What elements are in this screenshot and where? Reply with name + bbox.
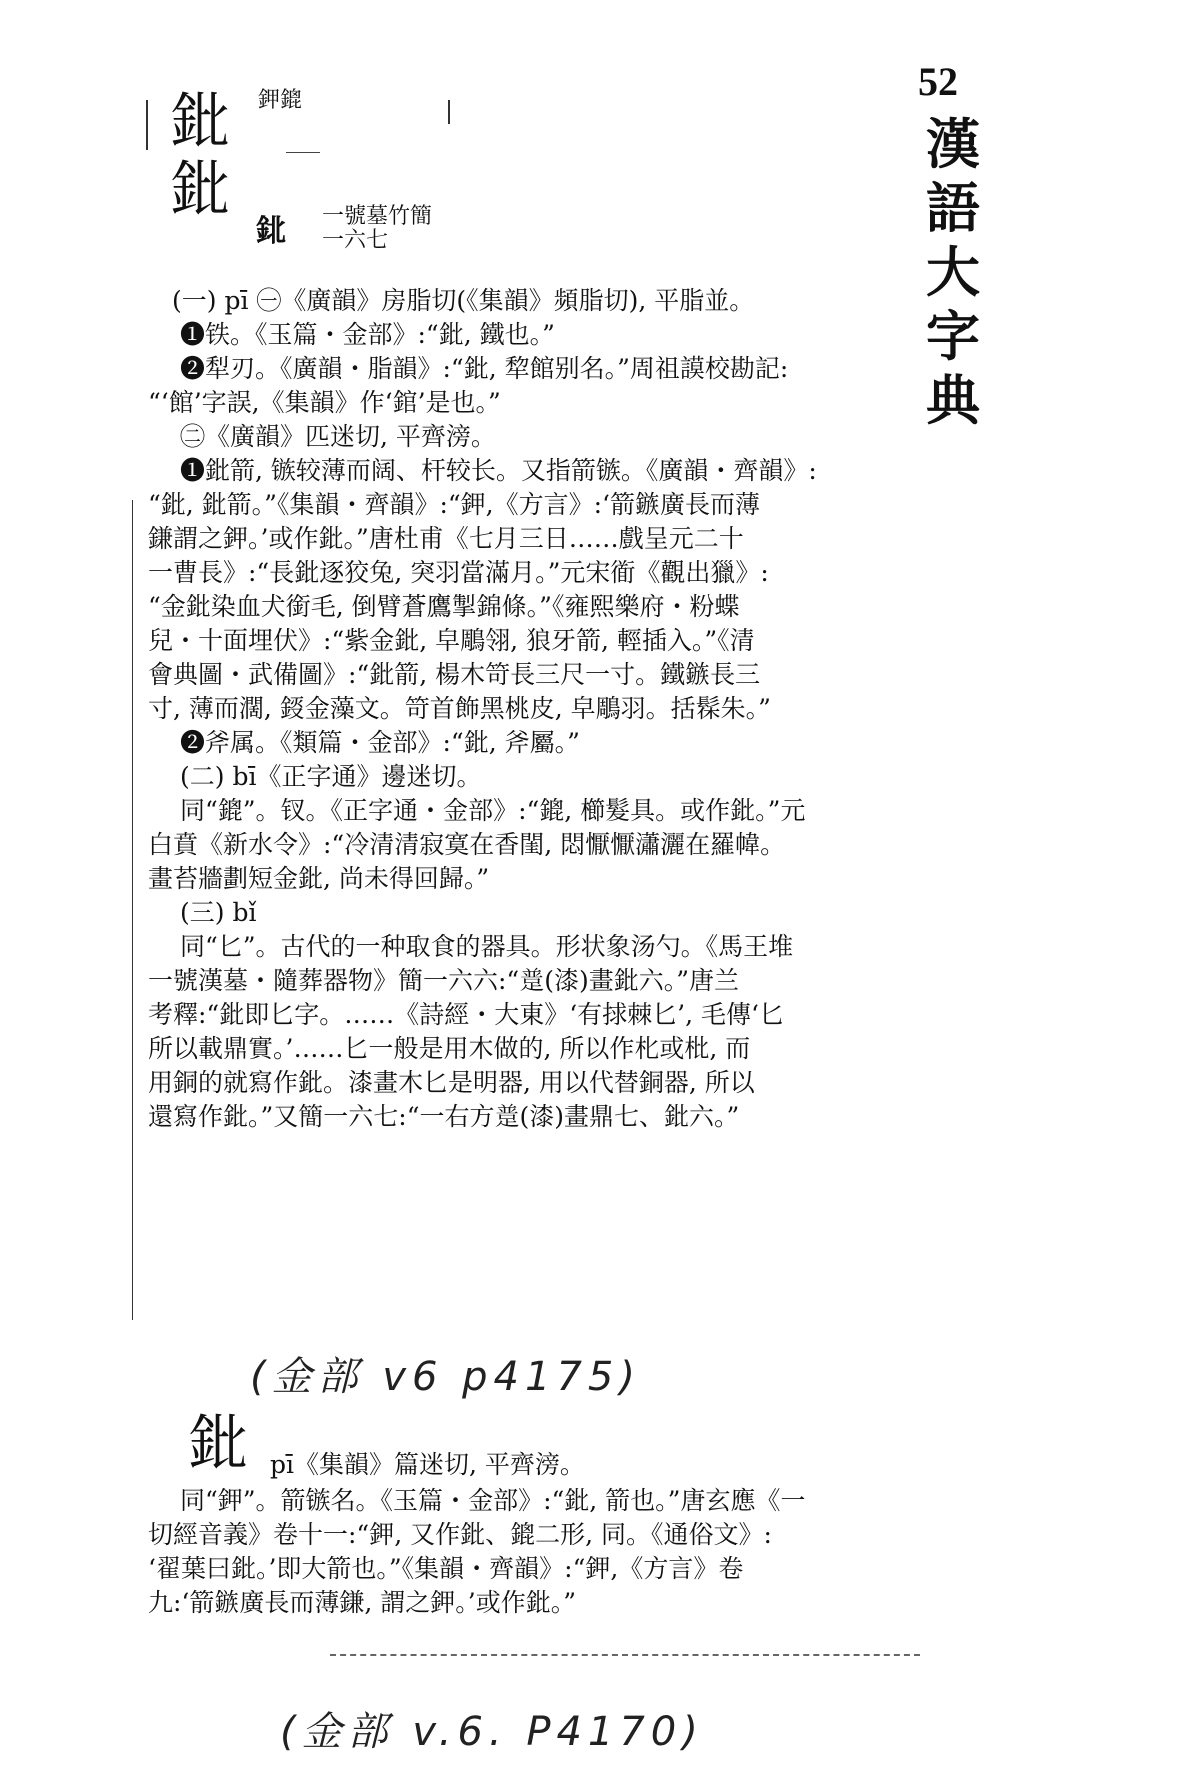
text-line: 所以載鼎實。’……匕一般是用木做的, 所以作朼或枇, 而 <box>148 1034 751 1063</box>
footer-rule <box>330 1654 920 1656</box>
text-line: 一號漢墓・隨葬器物》簡一六六:“𨂝(漆)畫鈚六。”唐兰 <box>148 966 739 995</box>
text-line: 會典圖・武備圖》:“鈚箭, 楊木笴長三尺一寸。鐵鏃長三 <box>148 660 761 689</box>
text-line: (一) pī ㊀《廣韻》房脂切(《集韻》頻脂切), 平脂並。 <box>172 286 755 315</box>
seal-char: 鉳 <box>256 214 286 249</box>
text-line: “鈚, 鈚箭。”《集韻・齊韻》:“鉀,《方言》:‘箭鏃廣長而薄 <box>148 490 760 519</box>
head-char: 鈚 <box>170 155 230 225</box>
title-char: 漢 <box>926 112 980 176</box>
margin-rule <box>132 500 133 1320</box>
text-line: 一曹長》:“長鈚逐狡兔, 突羽當滿月。”元宋衜《觀出獵》: <box>148 558 769 587</box>
text-line: “金鈚染血犬銜毛, 倒臂蒼鷹掣錦條。”《雍熙樂府・粉蝶 <box>148 592 740 621</box>
text-line: ❷斧属。《類篇・金部》:“鈚, 斧屬。” <box>180 728 580 757</box>
title-char: 大 <box>926 240 980 304</box>
text-line: ㊁《廣韻》匹迷切, 平齊滂。 <box>180 422 496 451</box>
title-char: 語 <box>926 176 980 240</box>
text-line: ❶鈚箭, 镞较薄而阔、杆较长。又指箭镞。《廣韻・齊韻》: <box>180 456 817 485</box>
text-line: ‘翟葉曰鈚。’即大箭也。”《集韻・齊韻》:“鉀,《方言》卷 <box>148 1554 744 1583</box>
text-line: (三) bǐ <box>180 898 257 927</box>
text-line: 同“鉀”。箭镞名。《玉篇・金部》:“鈚, 箭也。”唐玄應《一 <box>180 1486 806 1515</box>
text-line: 九:‘箭鏃廣長而薄鎌, 謂之鉀。’或作鈚。” <box>148 1588 576 1617</box>
text-line: 同“匕”。古代的一种取食的器具。形状象汤勺。《馬王堆 <box>180 932 794 961</box>
head-char: 鈚 <box>188 1409 248 1479</box>
title-char: 典 <box>926 368 980 432</box>
text-line: ❶铁。《玉篇・金部》:“鈚, 鐵也。” <box>180 320 555 349</box>
text-line: “‘館’字誤,《集韻》作‘錧’是也。” <box>148 388 501 417</box>
text-line: 兒・十面埋伏》:“紫金鈚, 皁鵰翎, 狼牙箭, 輕插入。”《清 <box>148 626 755 655</box>
title-char: 字 <box>926 304 980 368</box>
variant-label: 鉀鎞 <box>258 88 303 113</box>
dictionary-title <box>918 112 988 432</box>
seal-caption: 一號墓竹簡 <box>322 204 433 229</box>
entry-body <box>148 1484 908 1620</box>
text-line: 鎌謂之鉀。’或作鈚。”唐杜甫《七月三日……戲呈元二十 <box>148 524 744 553</box>
header-dash <box>286 152 320 153</box>
text-line: 用銅的就寫作鈚。漆畫木匕是明器, 用以代替銅器, 所以 <box>148 1068 755 1097</box>
text-line: 考釋:“鈚即匕字。……《詩經・大東》‘有捄棘匕’, 毛傳‘匕 <box>148 1000 784 1029</box>
text-line: 切經音義》卷十一:“鉀, 又作鈚、鎞二形, 同。《通俗文》: <box>148 1520 772 1549</box>
head-char: 鈚 <box>170 87 230 157</box>
text-line: (二) bī《正字通》邊迷切。 <box>180 762 482 791</box>
text-line: 同“鎞”。钗。《正字通・金部》:“鎞, 櫛髮具。或作鈚。”元 <box>180 796 806 825</box>
margin-rule <box>448 100 450 124</box>
handwritten-reference: (金部 v.6. P4170) <box>280 1709 704 1755</box>
text-line: 白賁《新水令》:“冷清清寂寞在香閨, 悶懨懨瀟灑在羅幃。 <box>148 830 786 859</box>
text-line: ❷犁刃。《廣韻・脂韻》:“鈚, 犂館别名。”周祖謨校勘記: <box>180 354 789 383</box>
text-line: 畫苔牆劃短金鈚, 尚未得回歸。” <box>148 864 490 893</box>
entry-body <box>148 284 908 1134</box>
text-line: 寸, 薄而濶, 鋄金藻文。笴首飾黑桃皮, 皁鵰羽。括髹朱。” <box>148 694 771 723</box>
margin-rule <box>146 100 148 150</box>
page-number: 52 <box>918 59 958 104</box>
text-line: 還寫作鈚。”又簡一六七:“一右方𨂝(漆)畫鼎七、鈚六。” <box>148 1102 740 1131</box>
handwritten-reference: (金部 v6 p4175) <box>250 1354 641 1400</box>
text-line: pī《集韻》篇迷切, 平齊滂。 <box>270 1450 585 1479</box>
seal-caption: 一六七 <box>322 228 389 253</box>
